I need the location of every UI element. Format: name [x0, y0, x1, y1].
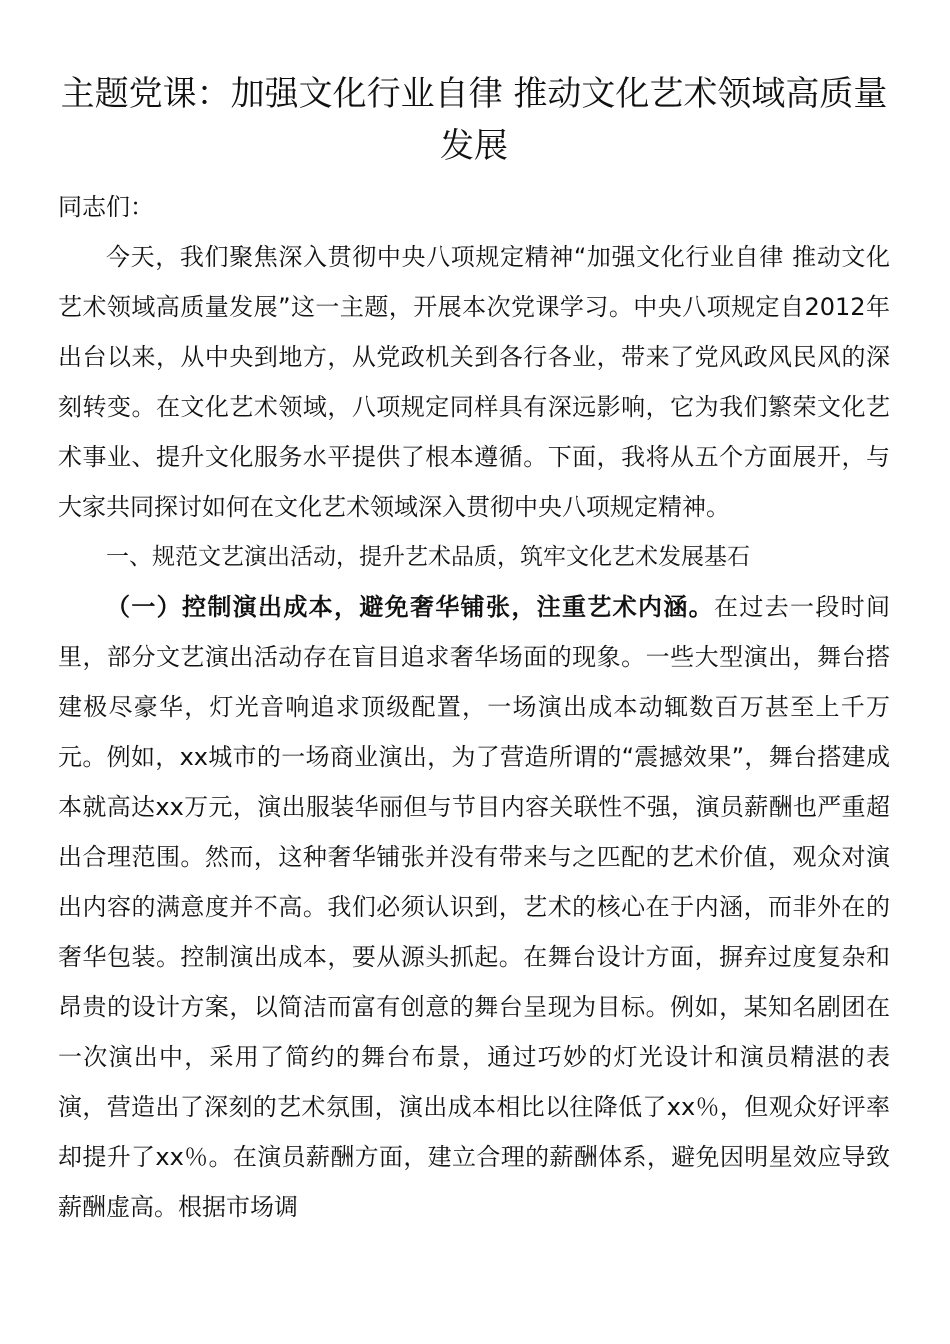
section-1-sub-1-paragraph: [58, 582, 890, 1232]
intro-paragraph: 今天，我们聚焦深入贯彻中央八项规定精神“加强文化行业自律 推动文化艺术领域高质量发展”这一主题，开展本次党课学习。中央八项规定自2012年出台以来，从中央到地方，从党政机关到各行各业，带来了党风政风民风的深刻转变。在文化艺术领域，八项规定同样具有深远影响，它为我们繁荣文化艺术事业、提升文化服务水平提供了根本遵循。下面，我将从五个方面展开，与大家共同探讨如何在文化艺术领域深入贯彻中央八项规定精神。: [58, 243, 890, 521]
section-1-heading: 一、规范文艺演出活动，提升艺术品质，筑牢文化艺术发展基石: [106, 544, 750, 570]
section-1-sub-1-body: 在过去一段时间里，部分文艺演出活动存在盲目追求奢华场面的现象。一些大型演出，舞台搭建极尽豪华，灯光音响追求顶级配置，一场演出成本动辄数百万甚至上千万元。例如，xx城市的一场商业演出，为了营造所谓的“震撼效果”，舞台搭建成本就高达xx万元，演出服装华丽但与节目内容关联性不强，演员薪酬也严重超出合理范围。然而，这种奢华铺张并没有带来与之匹配的艺术价值，观众对演出内容的满意度并不高。我们必须认识到，艺术的核心在于内涵，而非外在的奢华包装。控制演出成本，要从源头抓起。在舞台设计方面，摒弃过度复杂和昂贵的设计方案，以简洁而富有创意的舞台呈现为目标。例如，某知名剧团在一次演出中，采用了简约的舞台布景，通过巧妙的灯光设计和演员精湛的表演，营造出了深刻的艺术氛围，演出成本相比以往降低了xx％，但观众好评率却提升了xx％。在演员薪酬方面，建立合理的薪酬体系，避免因明星效应导致薪酬虚高。根据市场调: [58, 593, 890, 1221]
salutation: 同志们：: [58, 193, 154, 221]
section-1-sub-1-heading: （一）控制演出成本，避免奢华铺张，注重艺术内涵。: [106, 593, 714, 621]
document-title: 主题党课：加强文化行业自律 推动文化艺术领域高质量发展: [60, 74, 888, 166]
document-page: [58, 68, 890, 1232]
